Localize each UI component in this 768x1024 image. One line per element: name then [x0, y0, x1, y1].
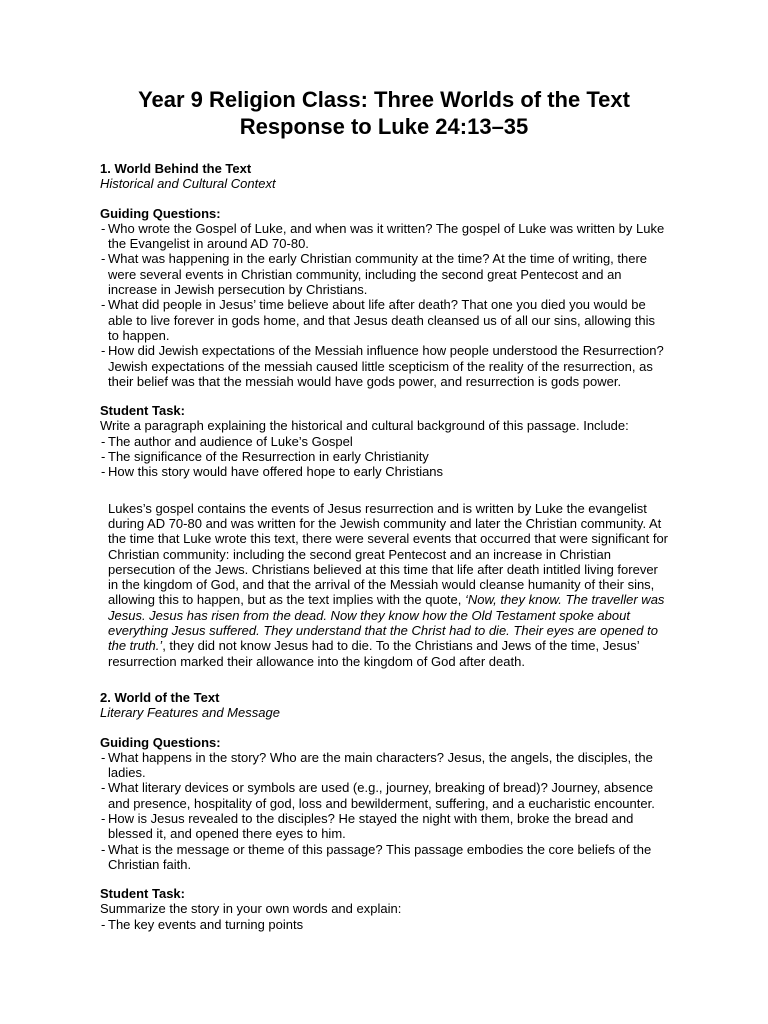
section-2-guiding-label: Guiding Questions: [100, 734, 221, 750]
list-item: - What did people in Jesus’ time believe about life after death? That one you died you would be able to live forever in gods home, and that Jesus death cleansed us of all our sins, allowing this to happen. [101, 297, 656, 343]
list-marker: - [101, 780, 106, 796]
document-title [100, 86, 668, 140]
list-marker: - [101, 810, 106, 826]
section-1-task-items [100, 434, 668, 480]
list-marker: - [101, 343, 106, 359]
list-item: - How this story would have offered hope to early Christians [101, 464, 444, 480]
section-2-task-intro: Summarize the story in your own words and explain: [100, 901, 402, 917]
section-1-task-label: Student Task: [100, 403, 185, 419]
section-1-student-answer [108, 501, 668, 669]
list-item: - Who wrote the Gospel of Luke, and when was it written? The gospel of Luke was written by Luke the Evangelist in around AD 70-80. [101, 220, 665, 252]
title-line-2: Response to Luke 24:13–35 [239, 114, 529, 139]
list-item: - The author and audience of Luke’s Gospel [101, 433, 353, 449]
list-marker: - [101, 841, 106, 857]
section-1-questions [100, 221, 668, 389]
section-1-guiding-label: Guiding Questions: [100, 205, 221, 221]
list-marker: - [101, 449, 106, 465]
list-item: - The significance of the Resurrection in early Christianity [101, 449, 429, 465]
title-line-1: Year 9 Religion Class: Three Worlds of the Text [138, 87, 630, 112]
answer-quote: ‘Now, they know. The traveller was Jesus. Jesus has risen from the dead. Now they know how the Old Testament spoke about everything Jesus suffered. They understand that the Christ had to die. Their eyes are opened to the truth.’ [108, 592, 665, 654]
list-marker: - [101, 464, 106, 480]
section-1-subtitle: Historical and Cultural Context [100, 176, 276, 192]
list-item: - What was happening in the early Christian community at the time? At the time of writing, there were several events in Christian community, including the second great Pentecost and an increase in Jewish persecution by Christians. [101, 251, 648, 298]
section-2-questions [100, 750, 668, 872]
list-item: - What happens in the story? Who are the main characters? Jesus, the angels, the disciples, the ladies. [101, 749, 653, 781]
list-item: - What literary devices or symbols are used (e.g., journey, breaking of bread)? Journey, absence and presence, hospitality of god, loss and bewilderment, suffering, and a eucharistic encounter. [101, 780, 655, 811]
list-marker: - [101, 220, 106, 236]
section-1-heading: 1. World Behind the Text [100, 161, 252, 176]
answer-text-before: Lukes’s gospel contains the events of Jesus resurrection and is written by Luke the evangelist during AD 70-80 and was written for the Jewish community and later the Christian community. At the time that Luke wrote this text, there were several events that occurred that were significant for Christian community: including the second great Pentecost and an increase in Christian persecution of the Jews. Christians believed at this time that life after death intitled living forever in the kingdom of God, and that the arrival of the Messiah would cleanse humanity of their sins, allowing this to happen, but as the text implies with the quote, [108, 500, 668, 608]
list-marker: - [101, 297, 106, 313]
list-marker: - [101, 433, 106, 449]
answer-text-after: , they did not know Jesus had to die. To the Christians and Jews of the time, Jesus’ resurrection marked their allowance into the kingdom of God after death. [108, 638, 640, 669]
section-world-of-text [100, 690, 668, 932]
list-item: - What is the message or theme of this passage? This passage embodies the core beliefs of the Christian faith. [101, 841, 652, 872]
section-2-task-items [100, 917, 668, 932]
section-2-task-label: Student Task: [100, 886, 185, 902]
section-2-heading: 2. World of the Text [100, 689, 220, 705]
list-item: - How is Jesus revealed to the disciples? He stayed the night with them, broke the bread and blessed it, and opened there eyes to him. [101, 810, 634, 842]
list-marker: - [101, 916, 106, 932]
list-marker: - [101, 749, 106, 765]
section-2-subtitle: Literary Features and Message [100, 705, 280, 721]
list-item: - The key events and turning points [101, 916, 304, 932]
list-marker: - [101, 251, 106, 267]
section-1-task-intro: Write a paragraph explaining the historical and cultural background of this passage. Include: [100, 418, 629, 434]
section-world-behind-text [100, 161, 668, 669]
list-item: - How did Jewish expectations of the Messiah influence how people understood the Resurrection? Jewish expectations of the messiah caused little scepticism of the reality of the resurrection, as their belief was that the messiah would have gods power, and resurrection is gods power. [101, 343, 664, 389]
